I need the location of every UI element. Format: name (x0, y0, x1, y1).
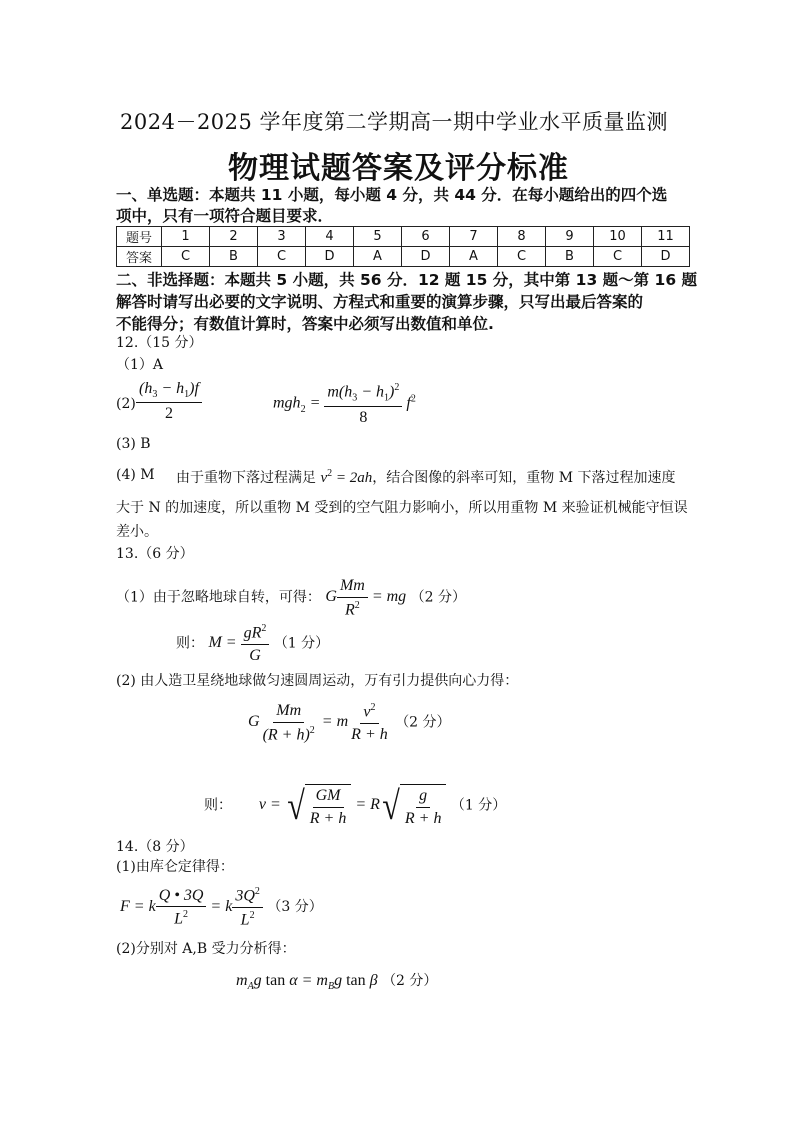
q13-part1 (116, 577, 466, 619)
q13-part2-result (204, 784, 506, 827)
table-cell: 9 (546, 227, 594, 247)
q12-formula-v2-2ah: $v^2 = 2ah$ (320, 468, 373, 486)
table-cell: 6 (402, 227, 450, 247)
table-cell: C (162, 247, 210, 267)
table-cell: 10 (594, 227, 642, 247)
table-row-answers (117, 247, 690, 267)
q12-formula-a: $\frac{(h_3 - h_1)f}{2}$ (136, 380, 202, 423)
q14-formula-balance: $m_Ag$ $\tan \alpha = m_Bg$ tan β (236, 972, 378, 993)
table-cell: 7 (450, 227, 498, 247)
q13-formula-velocity: v = √ $\frac{GM}{R + h}$ = R √ $\frac{g}{R + h}$ (259, 796, 447, 813)
q12-heading: 12.（15 分） (116, 335, 203, 351)
q12-part3: (3) B (116, 436, 151, 452)
q13-part2: (2) 由人造卫星绕地球做匀速圆周运动，万有引力提供向心力得： (116, 673, 519, 689)
table-cell: D (306, 247, 354, 267)
table-header-answer: 答案 (117, 247, 162, 267)
q12-part2-label: (2) (116, 396, 136, 412)
table-cell: C (498, 247, 546, 267)
table-cell: D (402, 247, 450, 267)
table-cell: 8 (498, 227, 546, 247)
table-cell: B (546, 247, 594, 267)
q13-part1-text: （1）由于忽略地球自转，可得： (116, 589, 321, 606)
page-title: 物理试题答案及评分标准 (228, 151, 569, 186)
answer-table (116, 226, 690, 267)
q13-score-a: （2 分） (410, 589, 466, 606)
table-cell: 1 (162, 227, 210, 247)
table-cell: 11 (642, 227, 690, 247)
table-cell: A (450, 247, 498, 267)
q14-score-b: （2 分） (382, 973, 438, 989)
q12-part1: （1）A (116, 357, 164, 373)
q13-part1-result (176, 623, 329, 665)
q13-formula-mass: M = $\frac{gR^2}{G}$ (208, 634, 269, 651)
table-header-number: 题号 (117, 227, 162, 247)
q12-part4-line3: 差小。 (116, 524, 158, 540)
q13-score-c: （2 分） (395, 714, 451, 731)
table-cell: C (594, 247, 642, 267)
q12-part4-line1 (176, 467, 675, 487)
q14-part1: (1)由库仑定律得： (116, 859, 234, 875)
q14-formula-coulomb: F = k $\frac{Q • 3Q}{L^2}$ = k $\frac{3Q^2}{L^2}$ (120, 898, 263, 915)
table-cell: C (258, 247, 306, 267)
table-cell: B (210, 247, 258, 267)
q14-part2-eq (236, 970, 437, 992)
q12-part4-line2: 大于 N 的加速度，所以重物 M 受到的空气阻力影响小，所以用重物 M 来验证机械能守恒误 (116, 500, 688, 516)
q14-score-a: （3 分） (267, 899, 323, 916)
section1-line1: 一、单选题：本题共 11 小题，每小题 4 分，共 44 分．在每小题给出的四个选 (116, 186, 668, 204)
q12-part4-text-a: 由于重物下落过程满足 (176, 470, 316, 486)
q12-part4-label: (4) M (116, 467, 155, 483)
table-cell: 5 (354, 227, 402, 247)
section2-line2: 解答时请写出必要的文字说明、方程式和重要的演算步骤，只写出最后答案的 (116, 293, 644, 311)
q14-heading: 14.（8 分） (116, 839, 194, 855)
table-row-numbers (117, 227, 690, 247)
q13-part2-eq (248, 702, 451, 744)
q13-formula-gravity: G $\frac{Mm}{R^2}$ = mg (325, 577, 407, 618)
q13-score-b: （1 分） (273, 635, 330, 652)
q13-then-a: 则： (176, 635, 204, 652)
q12-formula-b: mgh$_2$ = $\frac{m(h_3 - h_1)^2}{8}$ $f^2$ (273, 382, 416, 426)
section1-line2: 项中，只有一项符合题目要求． (116, 207, 334, 225)
exam-header: 2024－2025 学年度第二学期高一期中学业水平质量监测 (120, 110, 669, 134)
section2-line1: 二、非选择题：本题共 5 小题，共 56 分．12 题 15 分，其中第 13 题～第 16 题 (116, 271, 697, 289)
table-cell: 4 (306, 227, 354, 247)
q14-part2: (2)分别对 A,B 受力分析得： (116, 941, 296, 957)
table-cell: 3 (258, 227, 306, 247)
q13-formula-centripetal: G $\frac{Mm}{(R + h)^2}$ = m $\frac{v^2}{R + h}$ (248, 702, 388, 743)
section2-line3: 不能得分；有数值计算时，答案中必须写出数值和单位. (116, 315, 494, 333)
table-cell: D (642, 247, 690, 267)
table-cell: A (354, 247, 402, 267)
q13-heading: 13.（6 分） (116, 546, 194, 562)
table-cell: 2 (210, 227, 258, 247)
q13-then-b: 则： (204, 797, 232, 814)
q12-part4-text-b: ，结合图像的斜率可知，重物 M 下落过程加速度 (372, 470, 676, 486)
q13-score-d: （1 分） (450, 797, 507, 814)
q14-part1-eq (120, 886, 323, 929)
